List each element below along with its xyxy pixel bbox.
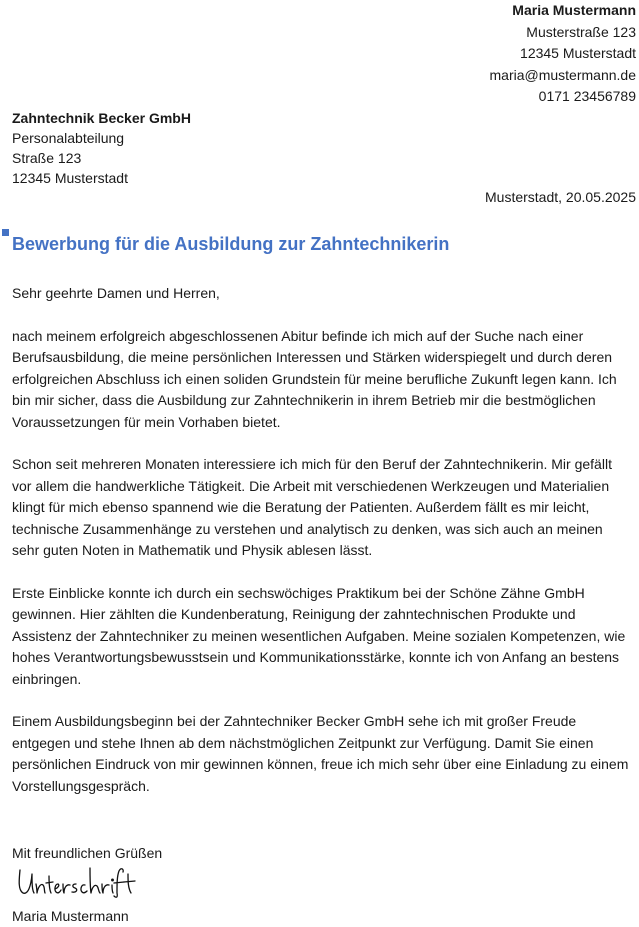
recipient-city: 12345 Musterstadt — [12, 170, 128, 186]
body-paragraph-2: Schon seit mehreren Monaten interessiere ich mich für den Beruf der Zahntechnikerin. Mir gefällt vor allem die handwerkliche Tätigkeit. Die Arbeit mit verschiedenen Werkzeugen und Materialien klingt für mich ebenso spannend wie die Beratung der Patienten. Außerdem fällt es mir leicht, technische Zusammenhänge zu verstehen und analytisch zu denken, was sich auch an meinen sehr guten Noten in Mathematik und Physik ablesen lässt. — [12, 456, 612, 558]
sender-block — [490, 0, 637, 108]
recipient-company: Zahntechnik Becker GmbH — [12, 110, 191, 126]
recipient-department: Personalabteilung — [12, 130, 125, 146]
sender-name: Maria Mustermann — [512, 2, 636, 18]
sender-email: maria@mustermann.de — [489, 66, 636, 83]
subject-heading: Bewerbung für die Ausbildung zur Zahntechnikerin — [12, 234, 450, 254]
sender-street: Musterstraße 123 — [526, 23, 636, 40]
signer-name: Maria Mustermann — [12, 908, 129, 924]
closing: Mit freundlichen Grüßen — [12, 845, 163, 861]
signature-image — [14, 862, 139, 904]
body-paragraph-3: Erste Einblicke konnte ich durch ein sechswöchiges Praktikum bei der Schöne Zähne GmbH gewinnen. Hier zählten die Kundenberatung, Reinigung der zahntechnischen Produkte und Assistenz der Zahntechniker zu meinen wesentlichen Aufgaben. Meine sozialen Kompetenzen, wie hohes Verantwortungsbewusstsein und Kommunikationsstärke, konnte ich von Anfang an bestens einbringen. — [12, 584, 626, 687]
letter-body — [12, 283, 632, 818]
body-paragraph-1: nach meinem erfolgreich abgeschlossenen Abitur befinde ich mich auf der Suche nach einer Berufsausbildung, die meine persönlichen Interessen und Stärken widerspiegelt und durch deren erfolgreichen Abschluss ich einen soliden Grundstein für meine berufliche Zukunft legen kann. Ich bin mir sicher, dass die Ausbildung zur Zahntechnikerin in ihrem Betrieb mir die bestmöglichen Voraussetzungen für mein Vorhaben bietet. — [12, 327, 617, 430]
recipient-street: Straße 123 — [12, 150, 82, 166]
recipient-block — [12, 108, 191, 188]
letter-date: Musterstadt, 20.05.2025 — [485, 189, 636, 205]
sender-phone: 0171 23456789 — [538, 88, 636, 104]
salutation: Sehr geehrte Damen und Herren, — [12, 285, 220, 301]
body-paragraph-4: Einem Ausbildungsbeginn bei der Zahntechniker Becker GmbH sehe ich mit großer Freude entgegen und stehe Ihnen ab dem nächstmöglichen Zeitpunkt zur Verfügung. Damit Sie einen persönlichen Eindruck von mir gewinnen können, freue ich mich sehr über eine Einladung zu einem Vorstellungsgespräch. — [12, 713, 629, 794]
heading-marker — [2, 229, 9, 236]
sender-city: 12345 Musterstadt — [520, 45, 636, 61]
